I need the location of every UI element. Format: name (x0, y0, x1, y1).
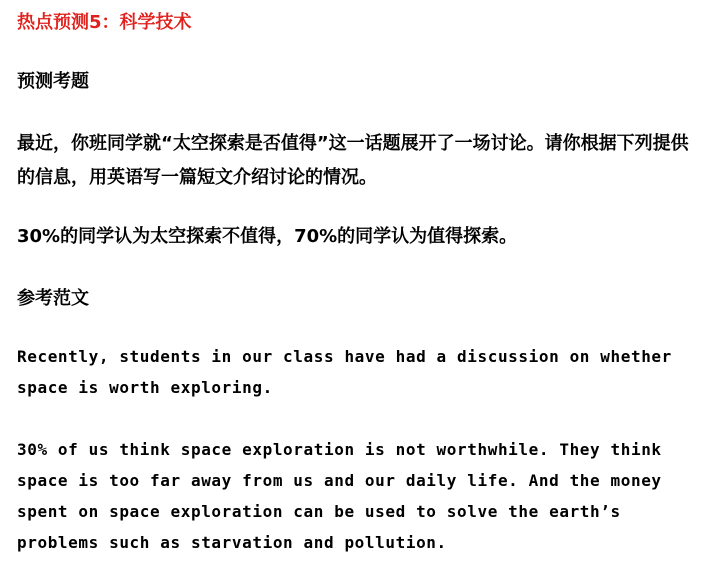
essay-paragraph-1: Recently, students in our class have had a discussion on whether space is worth exploring. (17, 347, 672, 397)
prompt-paragraph: 最近，你班同学就“太空探索是否值得”这一话题展开了一场讨论。请你根据下列提供的信息，用英语写一篇短文介绍讨论的情况。 (17, 133, 689, 188)
essay-paragraph-2: 30% of us think space exploration is not worthwhile. They think space is too far away from us and our daily life. And the money spent on space exploration can be used to solve the earth’s problems such as starvation and pollution. (17, 440, 662, 552)
info-paragraph: 30%的同学认为太空探索不值得，70%的同学认为值得探索。 (17, 226, 518, 247)
section-heading-sample-essay: 参考范文 (17, 288, 89, 309)
page-title: 热点预测5：科学技术 (17, 12, 192, 33)
section-heading-prediction: 预测考题 (17, 71, 89, 92)
